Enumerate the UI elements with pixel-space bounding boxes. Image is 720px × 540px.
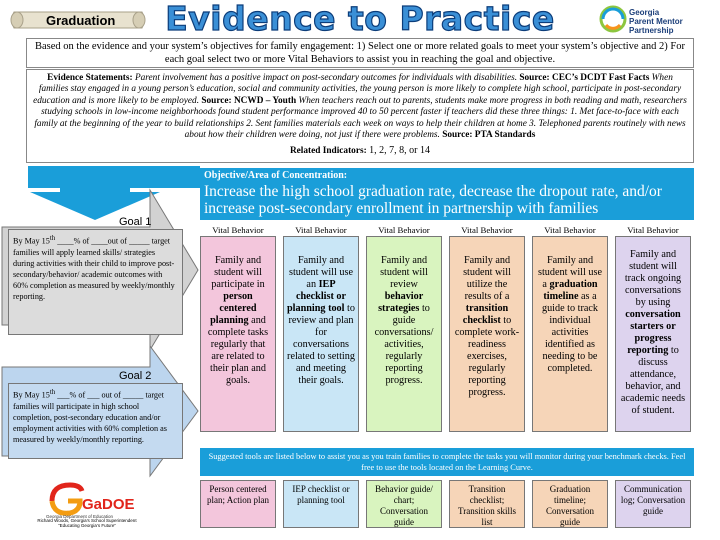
evidence-source-2: Source: NCWD – Youth — [201, 95, 297, 106]
vital-behavior-box: Family and student will utilize the results of a transition checklist to complete work-readiness exercises, regularly reporting progress. — [449, 236, 525, 432]
evidence-label: Evidence Statements: — [47, 73, 133, 83]
tool-box: Graduation timeline; Conversation guide — [532, 480, 608, 528]
vital-behavior-label: Vital Behavior — [295, 225, 347, 235]
objective-band — [200, 168, 694, 220]
vital-behavior-label: Vital Behavior — [378, 225, 430, 235]
banner-label: Graduation — [46, 13, 116, 28]
vital-behavior-box: Family and student will track ongoing conversations by using conversation starters or progress reporting to discuss attendance, behavior, and academic needs of student. — [615, 236, 691, 432]
gadoe-caption: Richard Woods, Georgia’s School Superintendent “Educating Georgia’s Future” — [37, 518, 137, 528]
objective-text: Increase the high school graduation rate, decrease the dropout rate, and/or increase post-secondary enrollment in partnership with families — [204, 183, 662, 217]
gadoe-logo-subtitle: Georgia Department of Education — [46, 514, 114, 519]
vital-behavior-box: Family and student will review behavior strategies to guide conversations/ activities, regularly reporting progress. — [366, 236, 442, 432]
goal-2-label: Goal 2 — [119, 370, 152, 382]
suggested-tools-note: Suggested tools are listed below to assist you as you train families to complete the tasks you will monitor during your benchmark checks. Feel free to use the tools located on the Learning Curve. — [200, 448, 694, 476]
evidence-source-1: Source: CEC’s DCDT Fast Facts — [519, 73, 650, 83]
vital-behavior-label: Vital Behavior — [627, 225, 679, 235]
evidence-statements-box — [26, 69, 694, 163]
evidence-statement-2: When families stay engaged in a young person’s education, social and community activities, the young person is more likely to complete high school, participate in post-secondary education and is more likely to be employed. — [33, 73, 682, 106]
vital-behavior-label: Vital Behavior — [461, 225, 513, 235]
tool-box: Behavior guide/ chart; Conversation guide — [366, 480, 442, 528]
parent-mentor-partnership-logo — [598, 4, 628, 34]
related-indicators: Related Indicators: 1, 2, 7, 8, or 14 — [289, 145, 431, 157]
goal-2-text: By May 15th ___% of ___ out of _____ target families will participate in high school completion, post-secondary education and/or employment activities with 60% completion as measured by weekly/monthly reporting. — [8, 383, 183, 459]
tool-box: Transition checklist; Transition skills list — [449, 480, 525, 528]
vital-behavior-box: Family and student will use a graduation timeline as a guide to track individual activities identified as needing to be completed. — [532, 236, 608, 432]
vital-behavior-box: Family and student will participate in person centered planning and complete tasks regularly that are related to their plan and goals. — [200, 236, 276, 432]
vital-behavior-box: Family and student will use an IEP checklist or planning tool to review and plan for conversations related to setting and meeting their goals. — [283, 236, 359, 432]
gadoe-logo-text: GaDOE — [82, 496, 135, 513]
evidence-source-3: Source: PTA Standards — [442, 130, 536, 141]
evidence-statement-3: When teachers reach out to parents, students make more progress in both reading and math, researchers studying schools in low-income neighborhoods found student performance improved 40 to 50 percent faster if teachers did these three things: 1. Met face-to-face with each family at the beginning of the year to build relationships 2. Sent families materials each week on ways to help their children at home 3. Telephoned parents routinely with news about how their children were doing, not just if there were problems. — [34, 95, 687, 141]
tool-box: Communication log; Conversation guide — [615, 480, 691, 528]
instructions-box: Based on the evidence and your system’s objectives for family engagement: 1) Select one or more related goals to meet your system’s objective and 2) For each goal select two or more Vital Behaviors to assist you in reaching the goal and objective. — [26, 38, 694, 68]
partner-logo-text: Georgia Parent Mentor Partnership — [629, 8, 683, 35]
goal-1-text: By May 15th ____% of ____out of _____ target families will apply learned skills/ strategies during activities with their child to improve post-secondary/behavior/ academic outcomes with 60% completion as measured by weekly/monthly reporting. — [8, 229, 183, 335]
goal-1-label: Goal 1 — [119, 216, 152, 228]
evidence-statement-1: Parent involvement has a positive impact on post-secondary outcomes for individuals with disabilities. — [134, 73, 518, 83]
gadoe-logo — [46, 479, 135, 519]
page-title: Evidence to Practice — [165, 0, 555, 38]
vital-behavior-label: Vital Behavior — [544, 225, 596, 235]
objective-down-arrow — [28, 166, 200, 220]
vital-behavior-label: Vital Behavior — [212, 225, 264, 235]
objective-label: Objective/Area of Concentration: — [204, 170, 348, 181]
tool-box: Person centered plan; Action plan — [200, 480, 276, 528]
tool-box: IEP checklist or planning tool — [283, 480, 359, 528]
